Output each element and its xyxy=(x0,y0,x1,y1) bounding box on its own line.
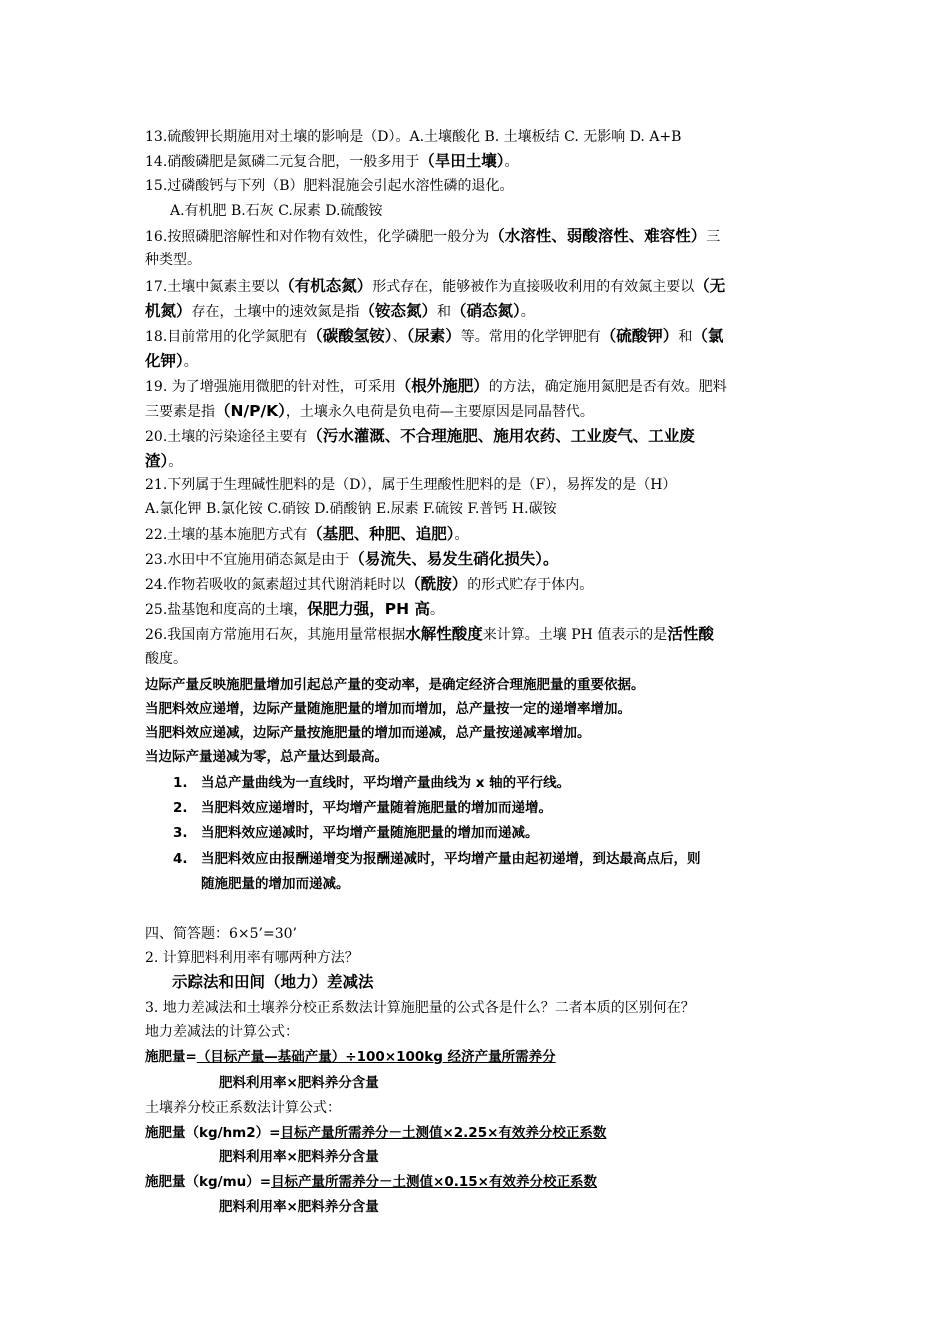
text: 26.我国南方常施用石灰，其施用量常根据 xyxy=(145,627,406,643)
text: 等。常用的化学钾肥有 xyxy=(460,329,601,345)
marginal-line-4: 当边际产量递减为零，总产量达到最高。 xyxy=(145,749,388,765)
text: 20.土壤的污染途径主要有 xyxy=(145,429,308,445)
question-16 xyxy=(145,226,815,247)
text: 17.土壤中氮素主要以 xyxy=(145,279,280,295)
question-18-cont xyxy=(145,351,815,372)
answer: （硝态氮） xyxy=(451,302,521,320)
text: 。 xyxy=(454,527,469,543)
text: 。 xyxy=(183,354,198,370)
answer: （酰胺） xyxy=(405,575,468,593)
marginal-line-1: 边际产量反映施肥量增加引起总产量的变动率，是确定经济合理施肥量的重要依据。 xyxy=(145,677,645,693)
text: 16.按照磷肥溶解性和对作物有效性，化学磷肥一般分为 xyxy=(145,229,490,245)
text: 的形式贮存于体内。 xyxy=(467,577,594,593)
answer: （有机态氮） xyxy=(279,277,373,295)
answer: （尿素） xyxy=(406,327,461,345)
formula-3-numerator xyxy=(145,1172,815,1192)
answer: （无 xyxy=(694,277,726,295)
formula-1-denominator: 肥料利用率×肥料养分含量 xyxy=(219,1075,379,1091)
formula-label: 施肥量（kg/mu）= xyxy=(145,1174,272,1190)
formula-label: 施肥量（kg/hm2）= xyxy=(145,1125,281,1141)
answer: 活性酸 xyxy=(667,625,714,643)
text: 三要素是指 xyxy=(145,404,215,420)
text: 14.硝酸磷肥是氮磷二元复合肥，一般多用于 xyxy=(145,154,420,170)
question-23 xyxy=(145,549,815,570)
item-number: 2. xyxy=(173,800,188,816)
item-text: 当肥料效应递增时，平均增产量随着施肥量的增加而递增。 xyxy=(201,800,552,816)
formula-2-numerator xyxy=(145,1123,815,1143)
formula-2-denominator: 肥料利用率×肥料养分含量 xyxy=(219,1149,379,1165)
question-19-cont xyxy=(145,401,815,422)
text: 、 xyxy=(392,329,407,345)
answer: （碳酸氢铵） xyxy=(307,327,393,345)
answer: （易流失、易发生硝化损失）。 xyxy=(349,550,559,568)
item-text: 当总产量曲线为一直线时，平均增产量曲线为 x 轴的平行线。 xyxy=(201,775,571,791)
question-16-cont: 种类型。 xyxy=(145,252,201,268)
question-26 xyxy=(145,624,815,645)
question-21: 21.下列属于生理碱性肥料的是（D），属于生理酸性肥料的是（F），易挥发的是（H） xyxy=(145,477,677,493)
text: 25.盐基饱和度高的土壤， xyxy=(145,602,308,618)
numbered-item-3 xyxy=(173,823,843,843)
question-18 xyxy=(145,326,815,347)
question-24 xyxy=(145,574,815,595)
formula-3-denominator: 肥料利用率×肥料养分含量 xyxy=(219,1199,379,1215)
question-26-cont: 酸度。 xyxy=(145,651,187,667)
question-17 xyxy=(145,276,815,297)
answer: 保肥力强，PH 高 xyxy=(307,600,430,618)
answer: （旱田土壤） xyxy=(419,152,505,170)
text: 。 xyxy=(168,454,183,470)
answer: 渣） xyxy=(145,452,169,470)
question-15: 15.过磷酸钙与下列（B）肥料混施会引起水溶性磷的退化。 xyxy=(145,178,514,194)
question-25 xyxy=(145,599,815,620)
item-number: 4. xyxy=(173,851,188,867)
text: 三 xyxy=(706,229,721,245)
question-20-cont xyxy=(145,451,815,472)
question-20 xyxy=(145,426,815,447)
question-14 xyxy=(145,151,815,172)
text: 24.作物若吸收的氮素超过其代谢消耗时以 xyxy=(145,577,406,593)
text: 来计算。土壤 PH 值表示的是 xyxy=(482,627,668,643)
answer: 水解性酸度 xyxy=(405,625,483,643)
answer: （氯 xyxy=(692,327,724,345)
formula-1-title: 地力差减法的计算公式： xyxy=(145,1024,299,1040)
marginal-line-2: 当肥料效应递增，边际产量随施肥量的增加而增加，总产量按一定的递增率增加。 xyxy=(145,701,631,717)
numbered-item-2 xyxy=(173,798,843,818)
formula-expression: 目标产量所需养分－土测值×0.15×有效养分校正系数 xyxy=(271,1174,597,1190)
formula-label: 施肥量= xyxy=(145,1049,197,1065)
answer: 机氮） xyxy=(145,302,192,320)
text: 和 xyxy=(678,329,693,345)
question-17-cont xyxy=(145,301,815,322)
section-4-heading: 四、简答题：6×5’=30’ xyxy=(145,926,297,942)
answer: （硫酸钾） xyxy=(600,327,679,345)
answer: （N/P/K） xyxy=(215,402,286,420)
numbered-item-4-cont: 随施肥量的增加而递减。 xyxy=(201,876,350,892)
answer: 化钾） xyxy=(145,352,184,370)
formula-expression: 目标产量所需养分－土测值×2.25×有效养分校正系数 xyxy=(280,1125,607,1141)
item-number: 3. xyxy=(173,825,188,841)
item-text: 当肥料效应由报酬递增变为报酬递减时，平均增产量由起初递增，到达最高点后，则 xyxy=(201,851,701,867)
numbered-item-1 xyxy=(173,773,843,793)
text: 。 xyxy=(430,602,444,618)
text: 和 xyxy=(437,304,452,320)
numbered-item-4 xyxy=(173,849,843,869)
text: 18.目前常用的化学氮肥有 xyxy=(145,329,308,345)
answer: （铵态氮） xyxy=(359,302,438,320)
item-text: 当肥料效应递减时，平均增产量随施肥量的增加而递减。 xyxy=(201,825,539,841)
text: 形式存在，能够被作为直接吸收利用的有效氮主要以 xyxy=(372,279,695,295)
text: 23.水田中不宜施用硝态氮是由于 xyxy=(145,552,350,568)
text: 。 xyxy=(520,304,535,320)
text: 22.土壤的基本施肥方式有 xyxy=(145,527,308,543)
short-question-3: 3. 地力差减法和土壤养分校正系数法计算施肥量的公式各是什么？二者本质的区别何在？ xyxy=(145,1000,695,1016)
formula-1-numerator xyxy=(145,1047,815,1067)
formula-2-title: 土壤养分校正系数法计算公式： xyxy=(145,1100,341,1116)
text: 。 xyxy=(504,154,519,170)
text: ，土壤永久电荷是负电荷—主要原因是同晶替代。 xyxy=(285,404,594,420)
text: 的方法，确定施用氮肥是否有效。肥料 xyxy=(488,379,727,395)
short-question-2: 2. 计算肥料利用率有哪两种方法？ xyxy=(145,950,359,966)
formula-expression: （目标产量—基础产量）÷100×100kg 经济产量所需养分 xyxy=(196,1049,556,1065)
question-21-options: A.氯化钾 B.氯化铵 C.硝铵 D.硝酸钠 E.尿素 F.硫铵 F.普钙 H.碳铵 xyxy=(145,501,557,517)
question-19 xyxy=(145,376,815,397)
text: 存在，土壤中的速效氮是指 xyxy=(191,304,360,320)
item-number: 1. xyxy=(173,775,188,791)
short-question-2-answer: 示踪法和田间（地力）差减法 xyxy=(172,973,374,991)
text: 19. 为了增强施用微肥的针对性，可采用 xyxy=(145,379,396,395)
answer: （基肥、种肥、追肥） xyxy=(307,525,455,543)
question-13: 13.硫酸钾长期施用对土壤的影响是（D）。A.土壤酸化 B. 土壤板结 C. 无影响 D. A+B xyxy=(145,129,682,145)
marginal-line-3: 当肥料效应递减，边际产量按施肥量的增加而递减，总产量按递减率增加。 xyxy=(145,725,591,741)
question-22 xyxy=(145,524,815,545)
question-15-options: A.有机肥 B.石灰 C.尿素 D.硫酸铵 xyxy=(170,203,383,219)
answer: （水溶性、弱酸溶性、难容性） xyxy=(489,227,707,245)
answer: （根外施肥） xyxy=(395,377,489,395)
answer: （污水灌溉、不合理施肥、施用农药、工业废气、工业废 xyxy=(307,427,695,445)
